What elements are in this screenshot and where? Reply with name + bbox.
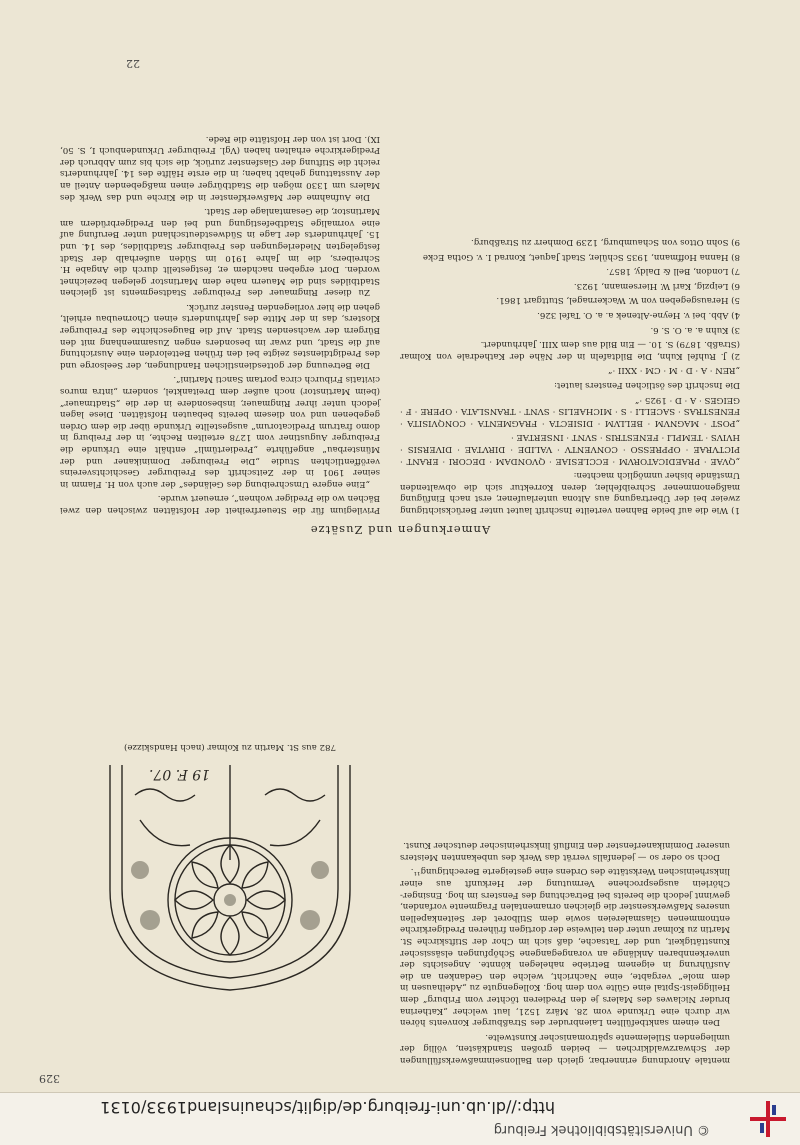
figure-sign: 19 F. 07. [149,766,210,782]
paragraph: Privilegium für die Steuerfreiheit der Hofstätten zwischen den zwei Bächen wo die Prediger wohnen“, erneuert wurde. [60,493,380,515]
paragraph: Den einem sanktbefüllten Laienbruder des Straßburger Konvents hören wir durch eine Urkunde vom 28. März 1521, laut welcher „Katherina bruder Niclawes des Malers je den Predieren töchter vom Friburg“ dem Heiliggeist-Spital eine Gülte von dem hog. Kollegengute zu „Adelhausen in dem mole“ vergabte, eine Nachricht, welche den Gedanken an die Ausführung in eigenem Betriebe nahelegen könnte. Angesichts der unverkennbaren Anklänge an vorangegangene Schöpfungen elsässischer Kunsttätigkeit, und der Tatsache, daß sich im Chor der Stiftskirche St. Martin zu Kolmar unter den teilweise der dortigen früheren Predigerkirche entnommenen Glasmalereien sowie dem Stilboret der Seitenkapellen unseres Maßwerksenster die gleichen ornamentalen Fragmente vorfanden, gewinnt jedoch die bereits bei Betrachtung des Fensters im hog. Ensinger-Chörlein ausgesprochene Vermutung der Herkunft aus einer linksrheinischen Werkstätte des Ordens eine gesteigerte Berechtigung¹¹. [400,866,730,1028]
right-column [60,129,380,515]
footnote: 9) Sohn Ottos von Schaumburg, 1239 Domherr zu Straßburg. [471,237,740,248]
footnote: 3) Kuhn a. a. O. S. 6. [650,324,740,335]
tracery-window-figure [80,755,380,1010]
paragraph: Die Betreuung der gottesdienstlichen Handlungen, der Seelsorge und des Predigtdienstes zeigte bei den frühen Bettelorden eine Ausrichtung auf die Stadt, und zwar im besonders engen Zusammenhang mit den Bürgern der wachsenden Stadt. Auf die Baugeschichte des Freiburger Klosters, das in der Mitte des Jahrhunderts einen Chorneubau erhielt, gehen die hier vorliegenden Fenster zurück. [60,301,380,370]
figure-caption: 782 aus St. Martin zu Kolmar (nach Handskizze) [124,742,336,752]
section-heading: Anmerkungen und Zusätze [309,523,491,537]
footer-number: 22 [126,57,140,70]
footnote: 2) J. Ruhfel Kuhn, Die Bildtafeln in der Nähe der Kathedrale von Kolmar (Straßb. 1879) S. 10. — Ein Bild aus dem XIII. Jahrhundert. [400,339,740,361]
copyright-notice: © Universitätsbibliothek Freiburg [493,1122,710,1137]
paragraph: Zu dieser Ringmauer des Freiburger Stadtsegments ist gleichen Stadtbildes sind die Mauern nahe dem Martinstor gelegen bezeichnet worden. Dort ergeben nachdem er, festgestellt durch die Angabe H. Schreibers, die im Jahre 1910 im Süden außerhalb der Stadt festgelegten Niederlegungen des Freiburger Stadtbildes, des 14. und 15. Jahrhunderts der Lage in Südwestdeutschland unter Berufung auf eine vormalige Stadtbefestigung und bei den Predigerbrüdern am Martinstor, die Gesamtanlage der Stadt. [60,206,380,298]
footnote: 4) Abb. bei v. Heyne-Altenek a. a. O. Tafel 326. [537,310,740,321]
footnote: „POST · MAGNVM · BELLVM · DISIECTA · FRAGMENTA · CONQVISITA · FENESTRAS · SACELLI · S · MICHAELIS · SVNT · TRANSLATA · OPERE · F · GEIGES · A · D · 1925 ·“ [400,394,740,428]
paragraph: Die Aufnahme der Maßwerkfenster in die Kirche und das Werk des Malers um 1330 mögen die Stadtbürger einen maßgebenden Anteil an der Ausstattung gehabt haben; in die erste Hälfte des 14. Jahrhunderts reicht die Stiftung der Glasfenster zurück, die sich bis zum Abbruch der Predigerkirche erhalten haben (Vgl. Freiburger Urkundenbuch I, S. 50, IX). Dort ist von der Hofstätte die Rede. [60,133,380,202]
footnote: 7) London, Bell & Daldy, 1857. [606,266,740,277]
paragraph: Doch so oder so — jedenfalls verrät das Werk des unbekannten Meisters unserer Dominikanerfenster den Einfluß linksrheinischer deutscher Kunst. [400,840,730,862]
footnote: Die Inschrift des östlichen Fensters lautet: [554,380,740,391]
paragraph: „Eine engere Umschreibung des Geländes“ der auch von H. Flamm in seiner 1901 in der Zeitschrift des Freiburger Geschichtsvereins veröffentlichten Studie „Die Freiburger Dominikaner und der Münsterbau“ angeführte „Prediertümli“ enthält eine Urkunde die Freiburger Augustiner vom 1278 erteilten Rechte, in der Freiburg in domo fratrum Predicatorum“ ausgestellte Urkunde über die dem Orden gegebenen und von diesem bereits bebauten Hofstätten. Diese lagen jedoch unter ihrer Ringmauer, insbesondere in der die „Stadtmauer“ (beim Martinstor) noch außer dem Dreitanktel, sondern „intra muros civitatis Friburch circa portam Sancti Martini“. [60,374,380,489]
footnote: 8) Hanna Hoffmann, 1935 Schüler, Stadt Jaquet, Konrad I. v. Gotha Ecke [422,251,740,262]
university-logo-icon [750,1101,786,1137]
footnote: 6) Leipzig, Karl W. Hiersemann, 1923. [573,280,740,291]
footnote: 5) Herausgegeben von W. Wackernagel, Stuttgart 1861. [496,295,740,306]
footnote: „QVAE · PRAEDICATORVM · ECCLESIAE · QVONDAM · DECORI · ERANT · PICTVRAE · OPPRESSO · CONVENTV · VALIDE · DIRVTAE · DIVERSIS · HVIVS · TEMPLI · FENESTRIS · SVNT · INSERTAE · [400,432,740,466]
left-column [400,836,730,1065]
page-number: 329 [39,1072,60,1085]
source-url-link[interactable]: http://dl.ub.uni-freiburg.de/diglit/schauinsland1933/0131 [100,1098,555,1117]
footnote: „REN · A · D · M · CM · XXII ·“ [608,365,740,376]
footnotes-column [400,233,740,515]
footnote: 1) Wie die auf beide Bahnen verteilte Inschrift lautet unter Berücksichtigung zweier bei der Übertragung aus Altona unterlaufener, erst nach Einfügung maßgenommener Schreibfehler, deren Korrektur sich die obwaltenden Umstände bisher unmöglich machten: [400,470,740,515]
paragraph: mentale Anordnung erinnerbar, gleich den Ballonseinmaßwerksfüllungen der Schwarzwaldkirchen — beiden großen Standkästen, völlig der umliegenden Stilelemente spätromanischer Kunstwelte. [400,1031,730,1065]
library-header [0,1092,800,1145]
